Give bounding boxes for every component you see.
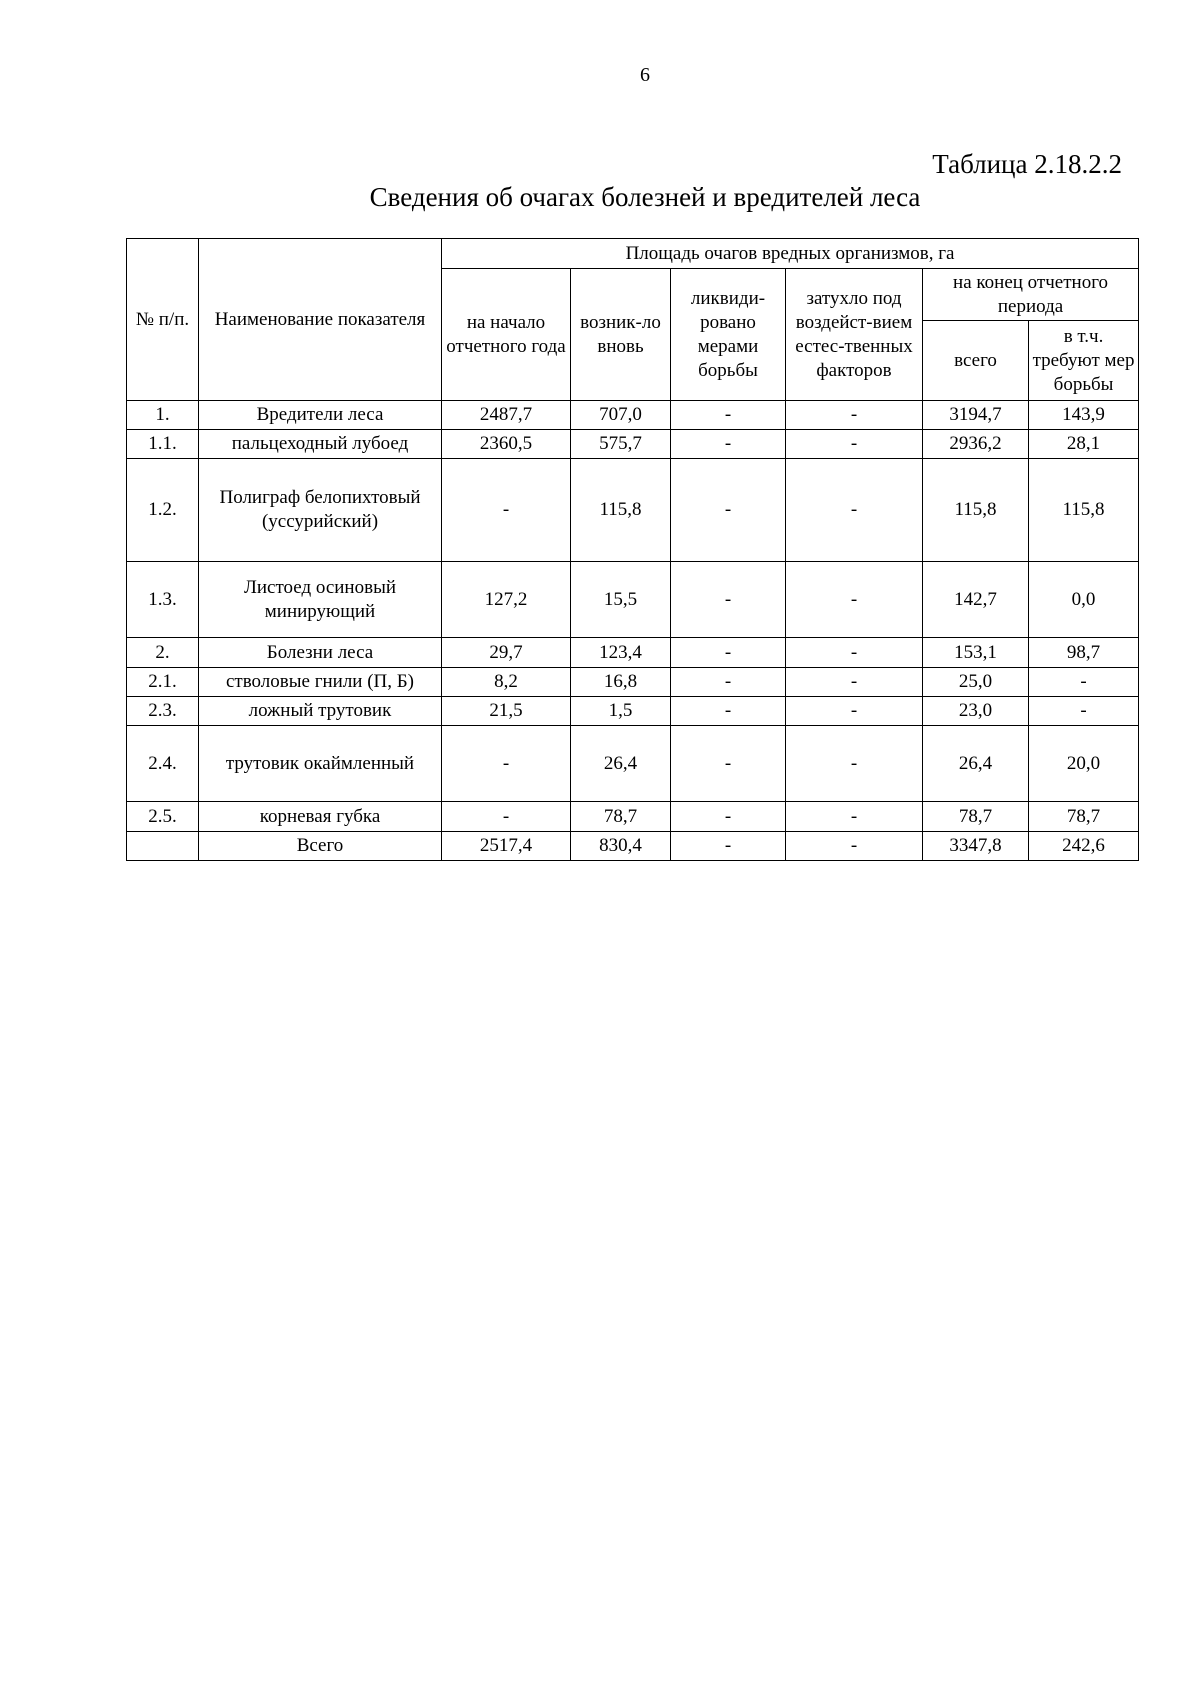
new-value: 575,7 [571, 430, 671, 459]
end-total-value: 2936,2 [923, 430, 1029, 459]
table-row [127, 401, 1139, 430]
new-value: 707,0 [571, 401, 671, 430]
start-year-value: - [442, 459, 571, 562]
row-name: пальцеходный лубоед [199, 430, 442, 459]
new-value: 15,5 [571, 562, 671, 638]
row-name: ложный трутовик [199, 697, 442, 726]
header-name: Наименование показателя [199, 239, 442, 401]
end-total-value: 26,4 [923, 726, 1029, 802]
end-control-value: 115,8 [1029, 459, 1139, 562]
start-year-value: - [442, 726, 571, 802]
end-control-value: 98,7 [1029, 638, 1139, 668]
end-total-value: 3194,7 [923, 401, 1029, 430]
new-value: 115,8 [571, 459, 671, 562]
table-row [127, 802, 1139, 832]
liquidated-value: - [671, 459, 786, 562]
end-control-value: 20,0 [1029, 726, 1139, 802]
row-number: 1. [127, 401, 199, 430]
row-number: 2.5. [127, 802, 199, 832]
start-year-value: 127,2 [442, 562, 571, 638]
end-control-value: 28,1 [1029, 430, 1139, 459]
row-name: трутовик окаймленный [199, 726, 442, 802]
natural-decline-value: - [786, 638, 923, 668]
row-name: Вредители леса [199, 401, 442, 430]
end-total-value: 3347,8 [923, 832, 1029, 861]
row-name: корневая губка [199, 802, 442, 832]
end-total-value: 142,7 [923, 562, 1029, 638]
row-name: стволовые гнили (П, Б) [199, 668, 442, 697]
table-reference: Таблица 2.18.2.2 [932, 149, 1122, 179]
end-control-value: 78,7 [1029, 802, 1139, 832]
liquidated-value: - [671, 401, 786, 430]
end-control-value: 0,0 [1029, 562, 1139, 638]
liquidated-value: - [671, 668, 786, 697]
table-row [127, 562, 1139, 638]
end-control-value: - [1029, 668, 1139, 697]
new-value: 123,4 [571, 638, 671, 668]
end-control-value: - [1029, 697, 1139, 726]
table-title: Сведения об очагах болезней и вредителей леса [369, 182, 921, 212]
row-number: 2. [127, 638, 199, 668]
start-year-value: 2360,5 [442, 430, 571, 459]
table-row [127, 459, 1139, 562]
table-row [127, 726, 1139, 802]
table-body [127, 401, 1139, 861]
natural-decline-value: - [786, 697, 923, 726]
liquidated-value: - [671, 430, 786, 459]
header-end-period-group: на конец отчетного периода [923, 269, 1139, 321]
header-start-year: на начало отчетного года [442, 269, 571, 401]
new-value: 830,4 [571, 832, 671, 861]
row-number: 2.3. [127, 697, 199, 726]
end-total-value: 25,0 [923, 668, 1029, 697]
natural-decline-value: - [786, 459, 923, 562]
row-number: 1.3. [127, 562, 199, 638]
row-name: Всего [199, 832, 442, 861]
row-name: Болезни леса [199, 638, 442, 668]
natural-decline-value: - [786, 726, 923, 802]
natural-decline-value: - [786, 562, 923, 638]
table-row [127, 832, 1139, 861]
header-liquidated: ликвиди-ровано мерами борьбы [671, 269, 786, 401]
end-total-value: 23,0 [923, 697, 1029, 726]
natural-decline-value: - [786, 401, 923, 430]
liquidated-value: - [671, 697, 786, 726]
row-name: Листоед осиновый минирующий [199, 562, 442, 638]
header-end-total: всего [923, 321, 1029, 401]
new-value: 1,5 [571, 697, 671, 726]
start-year-value: 21,5 [442, 697, 571, 726]
header-end-control: в т.ч. требуют мер борьбы [1029, 321, 1139, 401]
table-row [127, 697, 1139, 726]
start-year-value: 29,7 [442, 638, 571, 668]
header-new: возник-ло вновь [571, 269, 671, 401]
liquidated-value: - [671, 638, 786, 668]
pest-outbreak-table [126, 238, 1139, 861]
end-control-value: 143,9 [1029, 401, 1139, 430]
new-value: 26,4 [571, 726, 671, 802]
new-value: 78,7 [571, 802, 671, 832]
end-control-value: 242,6 [1029, 832, 1139, 861]
row-name: Полиграф белопихтовый (уссурийский) [199, 459, 442, 562]
liquidated-value: - [671, 802, 786, 832]
end-total-value: 153,1 [923, 638, 1029, 668]
header-natural-decline: затухло под воздейст-вием естес-твенных факторов [786, 269, 923, 401]
table-row [127, 430, 1139, 459]
natural-decline-value: - [786, 430, 923, 459]
table-row [127, 638, 1139, 668]
natural-decline-value: - [786, 802, 923, 832]
liquidated-value: - [671, 832, 786, 861]
new-value: 16,8 [571, 668, 671, 697]
liquidated-value: - [671, 726, 786, 802]
end-total-value: 115,8 [923, 459, 1029, 562]
page-number: 6 [640, 64, 650, 86]
row-number: 1.1. [127, 430, 199, 459]
table-row [127, 668, 1139, 697]
row-number: 1.2. [127, 459, 199, 562]
header-number: № п/п. [127, 239, 199, 401]
natural-decline-value: - [786, 832, 923, 861]
row-number [127, 832, 199, 861]
start-year-value: 8,2 [442, 668, 571, 697]
start-year-value: 2487,7 [442, 401, 571, 430]
row-number: 2.4. [127, 726, 199, 802]
end-total-value: 78,7 [923, 802, 1029, 832]
start-year-value: - [442, 802, 571, 832]
liquidated-value: - [671, 562, 786, 638]
row-number: 2.1. [127, 668, 199, 697]
natural-decline-value: - [786, 668, 923, 697]
header-area-group: Площадь очагов вредных организмов, га [442, 239, 1139, 269]
start-year-value: 2517,4 [442, 832, 571, 861]
